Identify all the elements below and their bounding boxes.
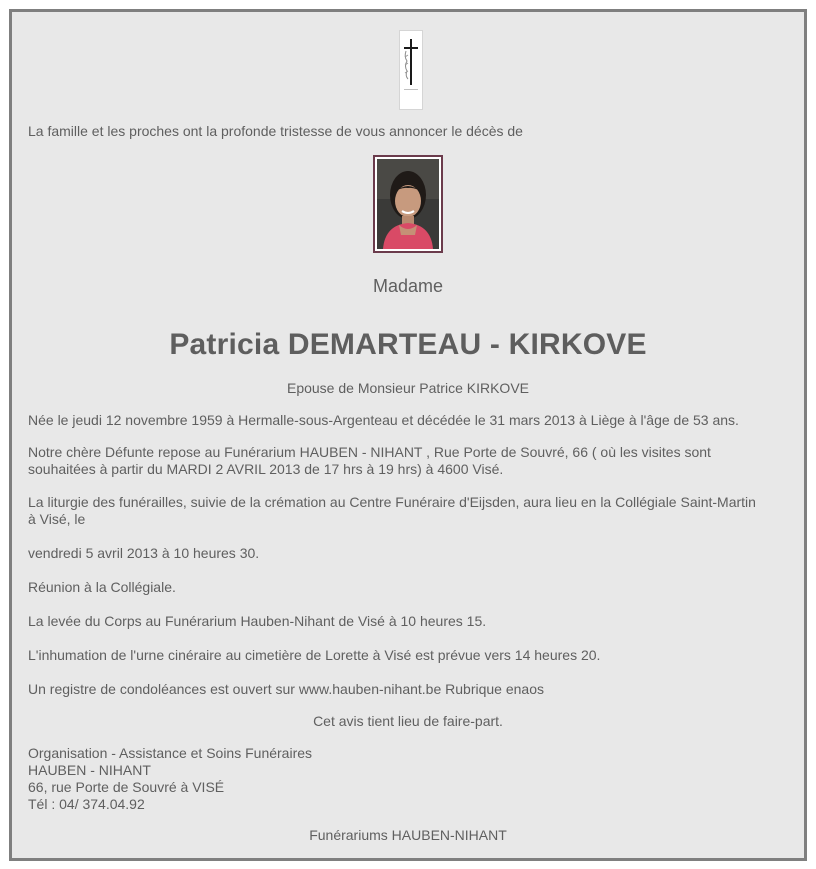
organisation-address: 66, rue Porte de Souvré à VISÉ <box>28 779 225 795</box>
cross-icon <box>399 30 423 110</box>
title-madame: Madame <box>372 276 444 296</box>
organisation-line2: HAUBEN - NIHANT <box>28 762 151 778</box>
liturgy-text-line2: à Visé, le <box>28 511 86 527</box>
footer-text: Funérariums HAUBEN-NIHANT <box>309 827 507 843</box>
obituary-card <box>9 9 807 861</box>
spouse-text: Epouse de Monsieur Patrice KIRKOVE <box>286 380 529 396</box>
deceased-name: Patricia DEMARTEAU - KIRKOVE <box>169 328 647 361</box>
rest-text-line2: souhaitées à partir du MARDI 2 AVRIL 2013 de 17 hrs à 19 hrs) à 4600 Visé. <box>28 461 504 477</box>
portrait-photo <box>373 155 443 253</box>
intro-text: La famille et les proches ont la profonde tristesse de vous annoncer le décès de <box>28 123 523 139</box>
notice-text: Cet avis tient lieu de faire-part. <box>313 713 503 729</box>
liturgy-text-line1: La liturgie des funérailles, suivie de la crémation au Centre Funéraire d'Eijsden, aura lieu en la Collégiale Saint-Martin <box>28 494 756 510</box>
ceremony-date: vendredi 5 avril 2013 à 10 heures 30. <box>28 545 260 561</box>
birth-death-text: Née le jeudi 12 novembre 1959 à Hermalle-sous-Argenteau et décédée le 31 mars 2013 à Liège à l'âge de 53 ans. <box>28 412 739 428</box>
register-text: Un registre de condoléances est ouvert sur www.hauben-nihant.be Rubrique enaos <box>28 681 544 697</box>
organisation-line1: Organisation - Assistance et Soins Funéraires <box>28 745 313 761</box>
levee-text: La levée du Corps au Funérarium Hauben-Nihant de Visé à 10 heures 15. <box>28 613 487 629</box>
meeting-text: Réunion à la Collégiale. <box>28 579 176 595</box>
organisation-phone: Tél : 04/ 374.04.92 <box>28 796 145 812</box>
rest-text-line1: Notre chère Défunte repose au Funérarium HAUBEN - NIHANT , Rue Porte de Souvré, 66 ( où les visites sont <box>28 444 711 460</box>
inhumation-text: L'inhumation de l'urne cinéraire au cimetière de Lorette à Visé est prévue vers 14 heures 20. <box>28 647 601 663</box>
